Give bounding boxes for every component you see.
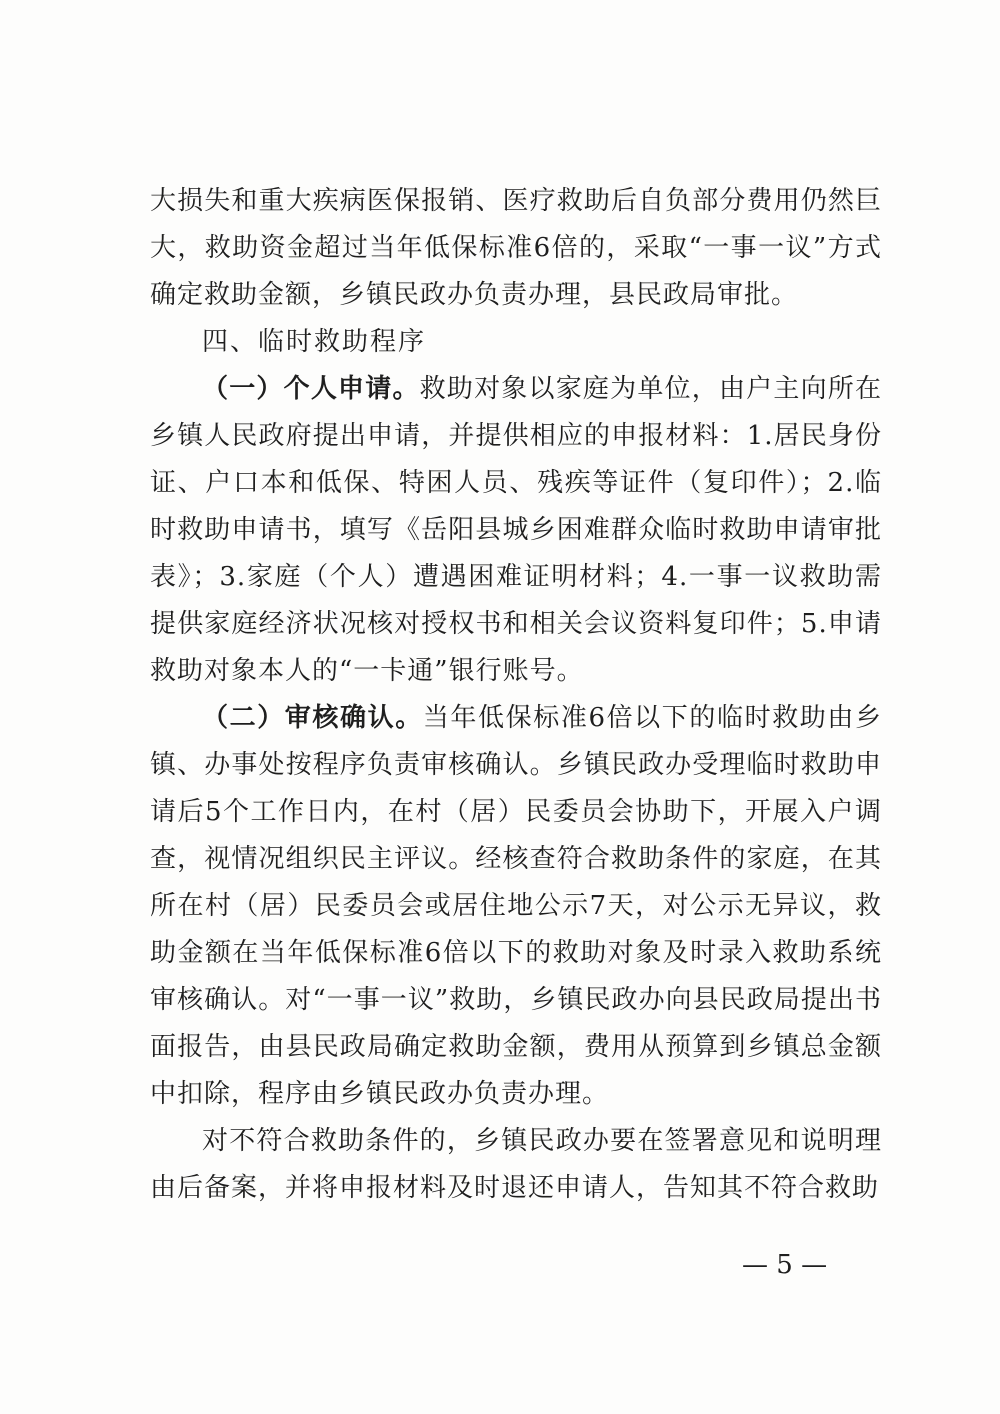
paragraph-rejection	[150, 1118, 882, 1212]
subsection-heading: （二）审核确认。	[202, 703, 423, 733]
paragraph-personal-application	[150, 366, 882, 695]
page-number: — 5 —	[742, 1250, 828, 1280]
paragraph-text: 大损失和重大疾病医保报销、医疗救助后自负部分费用仍然巨大，救助资金超过当年低保标准6倍的，采取“一事一议”方式确定救助金额，乡镇民政办负责办理，县民政局审批。	[150, 186, 882, 310]
paragraph-text: 当年低保标准6倍以下的临时救助由乡镇、办事处按程序负责审核确认。乡镇民政办受理临时救助申请后5个工作日内，在村（居）民委员会协助下，开展入户调查，视情况组织民主评议。经核查符合救助条件的家庭，在其所在村（居）民委员会或居住地公示7天，对公示无异议，救助金额在当年低保标准6倍以下的救助对象及时录入救助系统审核确认。对“一事一议”救助，乡镇民政办向县民政局提出书面报告，由县民政局确定救助金额，费用从预算到乡镇总金额中扣除，程序由乡镇民政办负责办理。	[150, 703, 882, 1109]
paragraph-review-confirmation	[150, 695, 882, 1118]
section-heading	[150, 319, 882, 366]
subsection-heading: （一）个人申请。	[202, 374, 420, 404]
paragraph-text: 救助对象以家庭为单位，由户主向所在乡镇人民政府提出申请，并提供相应的申报材料：1.居民身份证、户口本和低保、特困人员、残疾等证件（复印件）；2.临时救助申请书，填写《岳阳县城乡困难群众临时救助申请审批表》；3.家庭（个人）遭遇困难证明材料；4.一事一议救助需提供家庭经济状况核对授权书和相关会议资料复印件；5.申请救助对象本人的“一卡通”银行账号。	[150, 374, 882, 686]
paragraph-continuation	[150, 178, 882, 319]
paragraph-text: 对不符合救助条件的，乡镇民政办要在签署意见和说明理由后备案，并将申报材料及时退还申请人，告知其不符合救助	[150, 1126, 882, 1203]
section-heading-text: 四、临时救助程序	[202, 327, 427, 357]
document-body	[150, 178, 882, 1212]
